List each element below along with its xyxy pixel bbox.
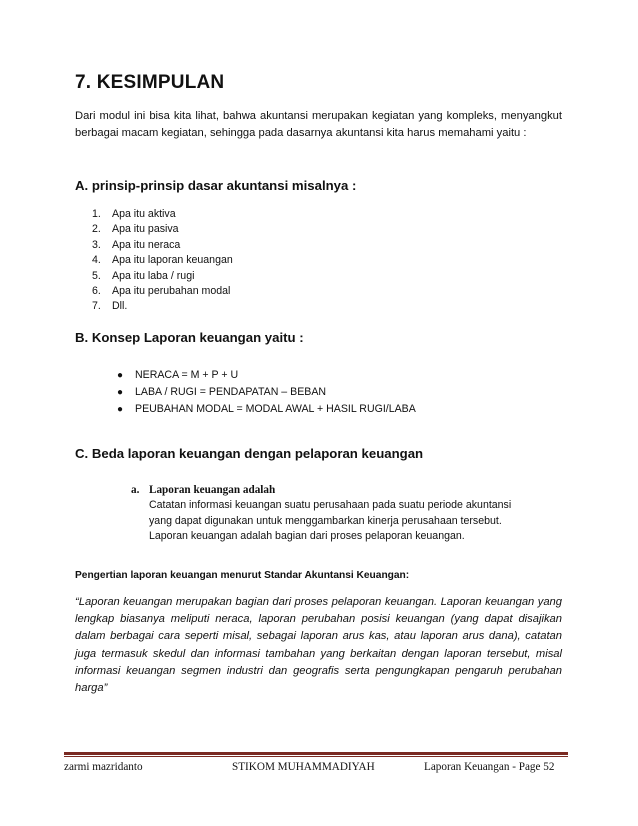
list-text: PEUBAHAN MODAL = MODAL AWAL + HASIL RUGI/LABA (135, 403, 416, 415)
list-number: 3. (92, 238, 101, 251)
list-number: 6. (92, 284, 101, 297)
list-item (117, 367, 416, 384)
list-item (92, 269, 233, 284)
list-text: Apa itu laba / rugi (112, 269, 195, 282)
list-number: 7. (92, 300, 101, 313)
intro-paragraph: Dari modul ini bisa kita lihat, bahwa akuntansi merupakan kegiatan yang kompleks, menyangkut berbagai macam kegiatan, sehingga pada dasarnya akuntansi kita harus memahami yaitu : (75, 110, 562, 139)
definition-quote: “Laporan keuangan merupakan bagian dari proses pelaporan keuangan. Laporan keuangan yang lengkap biasanya meliputi neraca, laporan perubahan posisi keuangan (yang dapat disajikan dalam berbagai cara seperti misal, sebagai laporan arus kas, atau laporan arus dana), catatan juga termasuk skedul dan informasi tambahan yang berkaitan dengan laporan tersebut, misal informasi keuangan segmen industri dan geografis serta pengungkapan pengaruh perubahan harga” (75, 596, 562, 695)
subsection-marker: a. (131, 484, 140, 496)
list-number: 5. (92, 269, 101, 282)
concept-list (117, 367, 416, 418)
definition-heading: Pengertian laporan keuangan menurut Standar Akuntansi Keuangan: (75, 570, 410, 581)
body-line: Laporan keuangan adalah bagian dari proses pelaporan keuangan. (149, 530, 465, 542)
list-text: Apa itu neraca (112, 238, 181, 251)
page-title: 7. KESIMPULAN (75, 72, 225, 93)
bullet-icon: ● (117, 370, 124, 381)
footer-institution: STIKOM MUHAMMADIYAH (232, 761, 375, 773)
list-text: Dll. (112, 300, 128, 313)
list-item (92, 222, 233, 237)
list-text: Apa itu perubahan modal (112, 284, 231, 297)
section-c-heading: C. Beda laporan keuangan dengan pelaporan keuangan (75, 446, 424, 461)
principles-list (92, 207, 233, 315)
footer-rule-thin (64, 756, 568, 757)
list-item (117, 384, 416, 401)
list-item (92, 299, 233, 314)
list-number: 2. (92, 223, 101, 236)
bullet-icon: ● (117, 387, 124, 398)
list-item (117, 401, 416, 418)
list-number: 4. (92, 254, 101, 267)
list-number: 1. (92, 208, 101, 220)
list-text: Apa itu aktiva (112, 208, 176, 220)
body-line: yang dapat digunakan untuk menggambarkan kinerja perusahaan tersebut. (149, 514, 502, 527)
bullet-icon: ● (117, 404, 124, 415)
list-item (92, 284, 233, 299)
subsection-title-text: Laporan keuangan adalah (149, 484, 276, 496)
footer-author: zarmi mazridanto (64, 761, 143, 773)
subsection-a-title (131, 484, 275, 496)
list-text: NERACA = M + P + U (135, 369, 239, 381)
list-item (92, 238, 233, 253)
list-text: Apa itu pasiva (112, 223, 179, 236)
list-item (92, 253, 233, 268)
section-b-heading: B. Konsep Laporan keuangan yaitu : (75, 330, 304, 345)
footer-rule-thick (64, 752, 568, 755)
list-text: Apa itu laporan keuangan (112, 254, 233, 267)
list-item (92, 207, 233, 222)
list-text: LABA / RUGI = PENDAPATAN – BEBAN (135, 386, 327, 398)
subsection-a-body (149, 498, 511, 545)
section-a-heading: A. prinsip-prinsip dasar akuntansi misalnya : (75, 178, 357, 193)
footer-page-label: Laporan Keuangan - Page 52 (424, 761, 555, 773)
body-line: Catatan informasi keuangan suatu perusahaan pada suatu periode akuntansi (149, 499, 512, 511)
